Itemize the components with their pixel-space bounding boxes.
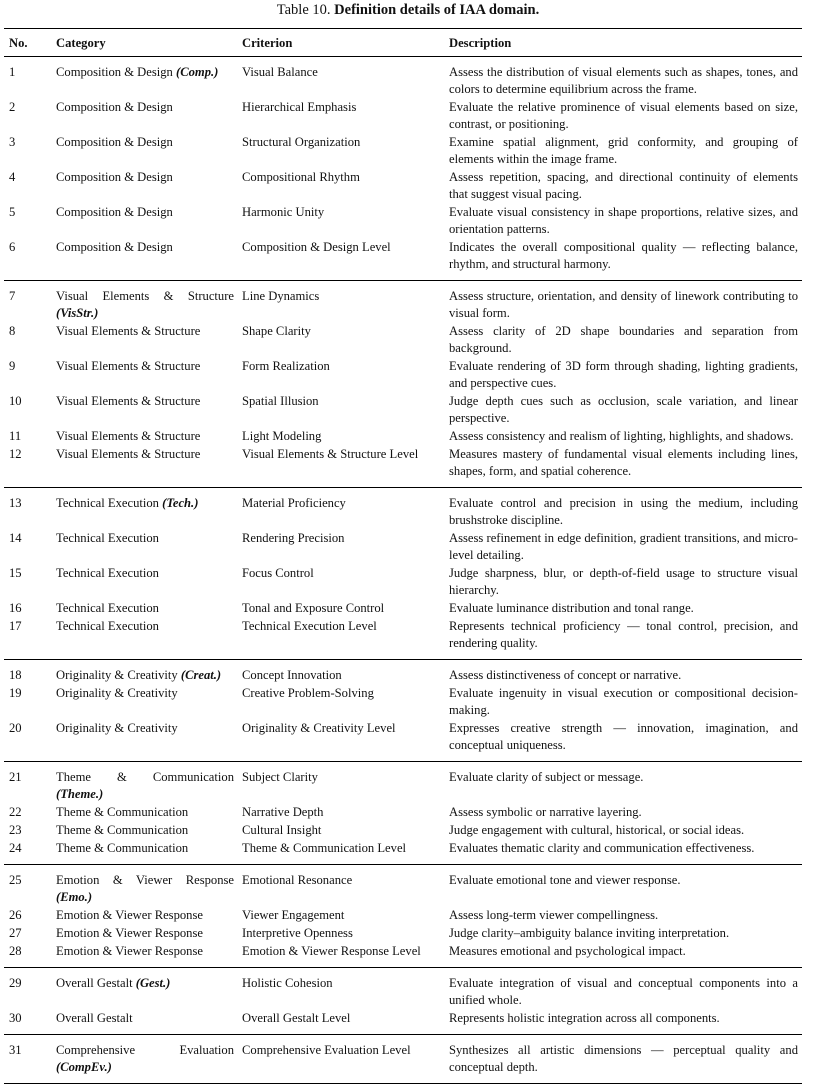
cell-criterion: Holistic Cohesion [242, 976, 333, 990]
table-row [4, 204, 802, 239]
cell-category [56, 323, 242, 358]
cell-criterion: Material Proficiency [242, 496, 346, 510]
cell-category [56, 57, 242, 100]
cell-no: 6 [9, 240, 16, 254]
caption-title: Definition details of IAA domain. [334, 2, 540, 18]
cell-category [56, 530, 242, 565]
table-row [4, 281, 802, 324]
table-row [4, 428, 802, 446]
cell-description: Evaluate rendering of 3D form through shading, lighting gradients, and perspective cues. [449, 359, 798, 390]
category-name: Theme & Communication [56, 841, 189, 855]
caption-prefix: Table 10. [276, 2, 331, 18]
cell-criterion: Hierarchical Emphasis [242, 100, 357, 114]
cell-description: Assess consistency and realism of lighting, highlights, and shadows. [449, 429, 794, 443]
table-row [4, 804, 802, 822]
cell-category [56, 565, 242, 600]
cell-criterion: Harmonic Unity [242, 205, 325, 219]
header-description: Description [449, 36, 512, 50]
definition-table [4, 28, 802, 1084]
cell-no: 19 [9, 686, 22, 700]
cell-category [56, 720, 242, 762]
cell-no: 24 [9, 841, 22, 855]
table-row [4, 358, 802, 393]
table-row [4, 762, 802, 805]
cell-criterion: Visual Balance [242, 65, 318, 79]
category-name: Visual Elements & Structure [56, 447, 201, 461]
cell-description: Judge sharpness, blur, or depth-of-field usage to structure visual hierarchy. [449, 566, 798, 597]
category-name: Theme & Communication [56, 770, 234, 784]
cell-description: Measures mastery of fundamental visual elements including lines, shapes, form, and spatial coherence. [449, 447, 798, 478]
category-abbreviation: (Comp.) [176, 65, 219, 79]
category-name: Overall Gestalt [56, 1011, 133, 1025]
cell-criterion: Emotion & Viewer Response Level [242, 944, 421, 958]
table-row [4, 865, 802, 908]
cell-category [56, 204, 242, 239]
cell-category [56, 865, 242, 908]
table-row [4, 134, 802, 169]
cell-description: Assess clarity of 2D shape boundaries and separation from background. [449, 324, 798, 355]
table-body [4, 57, 802, 1084]
category-name: Technical Execution [56, 531, 159, 545]
cell-description: Evaluate the relative prominence of visual elements based on size, contrast, or positioning. [449, 100, 798, 131]
table-row [4, 565, 802, 600]
cell-description: Assess symbolic or narrative layering. [449, 805, 642, 819]
cell-no: 28 [9, 944, 22, 958]
cell-criterion: Cultural Insight [242, 823, 322, 837]
cell-category [56, 600, 242, 618]
cell-no: 29 [9, 976, 22, 990]
cell-criterion: Visual Elements & Structure Level [242, 447, 419, 461]
cell-category [56, 239, 242, 281]
cell-no: 2 [9, 100, 16, 114]
cell-no: 31 [9, 1043, 22, 1057]
category-name: Visual Elements & Structure [56, 394, 201, 408]
category-name: Emotion & Viewer Response [56, 908, 203, 922]
category-name: Emotion & Viewer Response [56, 873, 234, 887]
cell-no: 5 [9, 205, 16, 219]
cell-description: Evaluate control and precision in using the medium, including brushstroke discipline. [449, 496, 798, 527]
category-name: Visual Elements & Structure [56, 429, 201, 443]
cell-category [56, 943, 242, 968]
cell-category [56, 762, 242, 805]
cell-no: 30 [9, 1011, 22, 1025]
category-name: Technical Execution [56, 496, 159, 510]
cell-category [56, 393, 242, 428]
table-row [4, 323, 802, 358]
cell-criterion: Line Dynamics [242, 289, 320, 303]
table-row [4, 925, 802, 943]
table-row [4, 57, 802, 100]
cell-criterion: Comprehensive Evaluation Level [242, 1043, 411, 1057]
cell-criterion: Concept Innovation [242, 668, 342, 682]
table-row [4, 822, 802, 840]
category-name: Emotion & Viewer Response [56, 944, 203, 958]
cell-category [56, 446, 242, 488]
category-abbreviation: (Gest.) [135, 976, 171, 990]
header-criterion: Criterion [242, 36, 293, 50]
table-row [4, 907, 802, 925]
cell-no: 25 [9, 873, 22, 887]
table-row [4, 99, 802, 134]
cell-criterion: Form Realization [242, 359, 330, 373]
cell-no: 7 [9, 289, 16, 303]
table-row [4, 968, 802, 1011]
cell-criterion: Rendering Precision [242, 531, 345, 545]
category-name: Theme & Communication [56, 805, 189, 819]
cell-category [56, 822, 242, 840]
cell-criterion: Overall Gestalt Level [242, 1011, 351, 1025]
category-name: Composition & Design [56, 100, 173, 114]
header-no: No. [9, 36, 28, 50]
category-name: Originality & Creativity [56, 721, 178, 735]
category-name: Theme & Communication [56, 823, 189, 837]
category-name: Composition & Design [56, 170, 173, 184]
table-row [4, 1010, 802, 1035]
cell-no: 15 [9, 566, 22, 580]
category-name: Composition & Design [56, 240, 173, 254]
category-name: Overall Gestalt [56, 976, 133, 990]
cell-category [56, 907, 242, 925]
cell-criterion: Focus Control [242, 566, 314, 580]
cell-category [56, 685, 242, 720]
cell-no: 3 [9, 135, 16, 149]
cell-category [56, 804, 242, 822]
category-abbreviation: (Theme.) [56, 787, 104, 801]
table-row [4, 446, 802, 488]
cell-description: Assess repetition, spacing, and directional continuity of elements that suggest visual pacing. [449, 170, 798, 201]
cell-description: Judge depth cues such as occlusion, scale variation, and linear perspective. [449, 394, 798, 425]
cell-no: 11 [9, 429, 22, 443]
table-row [4, 720, 802, 762]
cell-category [56, 134, 242, 169]
cell-criterion: Creative Problem-Solving [242, 686, 374, 700]
category-abbreviation: (VisStr.) [56, 306, 99, 320]
cell-criterion: Interpretive Openness [242, 926, 353, 940]
cell-no: 27 [9, 926, 22, 940]
cell-category [56, 968, 242, 1011]
cell-category [56, 99, 242, 134]
cell-description: Assess structure, orientation, and density of linework contributing to visual form. [449, 289, 798, 320]
cell-description: Judge engagement with cultural, historical, or social ideas. [449, 823, 745, 837]
table-row [4, 660, 802, 686]
category-name: Technical Execution [56, 601, 159, 615]
category-name: Technical Execution [56, 566, 159, 580]
cell-criterion: Composition & Design Level [242, 240, 391, 254]
cell-criterion: Originality & Creativity Level [242, 721, 396, 735]
cell-category [56, 1010, 242, 1035]
cell-criterion: Light Modeling [242, 429, 322, 443]
table-row [4, 618, 802, 660]
cell-no: 9 [9, 359, 16, 373]
table-row [4, 393, 802, 428]
category-name: Comprehensive Evaluation [56, 1043, 234, 1057]
cell-no: 4 [9, 170, 16, 184]
table-row [4, 840, 802, 865]
cell-criterion: Viewer Engagement [242, 908, 345, 922]
cell-no: 16 [9, 601, 22, 615]
cell-no: 22 [9, 805, 22, 819]
category-abbreviation: (Emo.) [56, 890, 93, 904]
table-row [4, 1035, 802, 1084]
cell-description: Expresses creative strength — innovation, imagination, and conceptual uniqueness. [449, 721, 798, 752]
cell-description: Represents holistic integration across all components. [449, 1011, 720, 1025]
cell-description: Judge clarity–ambiguity balance inviting interpretation. [449, 926, 730, 940]
cell-description: Measures emotional and psychological impact. [449, 944, 686, 958]
table-caption [0, 1, 816, 19]
cell-no: 20 [9, 721, 22, 735]
category-abbreviation: (Creat.) [180, 668, 222, 682]
cell-description: Indicates the overall compositional quality — reflecting balance, rhythm, and structural harmony. [449, 240, 798, 271]
cell-category [56, 169, 242, 204]
cell-description: Evaluates thematic clarity and communication effectiveness. [449, 841, 755, 855]
cell-criterion: Subject Clarity [242, 770, 318, 784]
cell-category [56, 428, 242, 446]
cell-category [56, 281, 242, 324]
category-name: Originality & Creativity [56, 668, 178, 682]
cell-category [56, 660, 242, 686]
cell-no: 26 [9, 908, 22, 922]
cell-category [56, 358, 242, 393]
header-row [4, 29, 802, 57]
cell-criterion: Emotional Resonance [242, 873, 353, 887]
cell-description: Assess refinement in edge definition, gradient transitions, and micro-level detailing. [449, 531, 798, 562]
cell-description: Evaluate integration of visual and conceptual components into a unified whole. [449, 976, 798, 1007]
cell-criterion: Narrative Depth [242, 805, 324, 819]
cell-description: Evaluate luminance distribution and tonal range. [449, 601, 694, 615]
cell-criterion: Shape Clarity [242, 324, 311, 338]
cell-no: 23 [9, 823, 22, 837]
table-row [4, 943, 802, 968]
category-name: Visual Elements & Structure [56, 289, 234, 303]
cell-category [56, 618, 242, 660]
category-name: Visual Elements & Structure [56, 324, 201, 338]
category-name: Technical Execution [56, 619, 159, 633]
cell-category [56, 925, 242, 943]
cell-description: Evaluate clarity of subject or message. [449, 770, 644, 784]
cell-criterion: Theme & Communication Level [242, 841, 407, 855]
category-name: Originality & Creativity [56, 686, 178, 700]
cell-description: Examine spatial alignment, grid conformity, and grouping of elements within the image frame. [449, 135, 798, 166]
cell-criterion: Tonal and Exposure Control [242, 601, 385, 615]
category-name: Visual Elements & Structure [56, 359, 201, 373]
cell-criterion: Compositional Rhythm [242, 170, 360, 184]
cell-no: 12 [9, 447, 22, 461]
cell-no: 17 [9, 619, 22, 633]
cell-no: 14 [9, 531, 22, 545]
category-name: Composition & Design [56, 205, 173, 219]
category-abbreviation: (Tech.) [162, 496, 199, 510]
table-row [4, 488, 802, 531]
cell-category [56, 488, 242, 531]
category-name: Composition & Design [56, 135, 173, 149]
cell-no: 10 [9, 394, 22, 408]
cell-description: Assess distinctiveness of concept or narrative. [449, 668, 682, 682]
table-row [4, 530, 802, 565]
cell-category [56, 840, 242, 865]
cell-criterion: Structural Organization [242, 135, 361, 149]
cell-no: 18 [9, 668, 22, 682]
header-category: Category [56, 36, 106, 50]
cell-description: Assess long-term viewer compellingness. [449, 908, 659, 922]
category-name: Emotion & Viewer Response [56, 926, 203, 940]
cell-description: Evaluate visual consistency in shape proportions, relative sizes, and orientation patterns. [449, 205, 798, 236]
cell-criterion: Spatial Illusion [242, 394, 319, 408]
cell-criterion: Technical Execution Level [242, 619, 377, 633]
table-row [4, 239, 802, 281]
cell-description: Evaluate ingenuity in visual execution or compositional decision-making. [449, 686, 798, 717]
cell-description: Represents technical proficiency — tonal control, precision, and rendering quality. [449, 619, 798, 650]
cell-no: 1 [9, 65, 16, 79]
cell-no: 8 [9, 324, 16, 338]
table-row [4, 685, 802, 720]
table-row [4, 169, 802, 204]
category-name: Composition & Design [56, 65, 173, 79]
cell-description: Assess the distribution of visual elements such as shapes, tones, and colors to determine equilibrium across the frame. [449, 65, 798, 96]
category-abbreviation: (CompEv.) [56, 1060, 112, 1074]
cell-description: Synthesizes all artistic dimensions — perceptual quality and conceptual depth. [449, 1043, 798, 1074]
cell-category [56, 1035, 242, 1084]
cell-no: 13 [9, 496, 22, 510]
cell-no: 21 [9, 770, 22, 784]
cell-description: Evaluate emotional tone and viewer response. [449, 873, 681, 887]
table-row [4, 600, 802, 618]
